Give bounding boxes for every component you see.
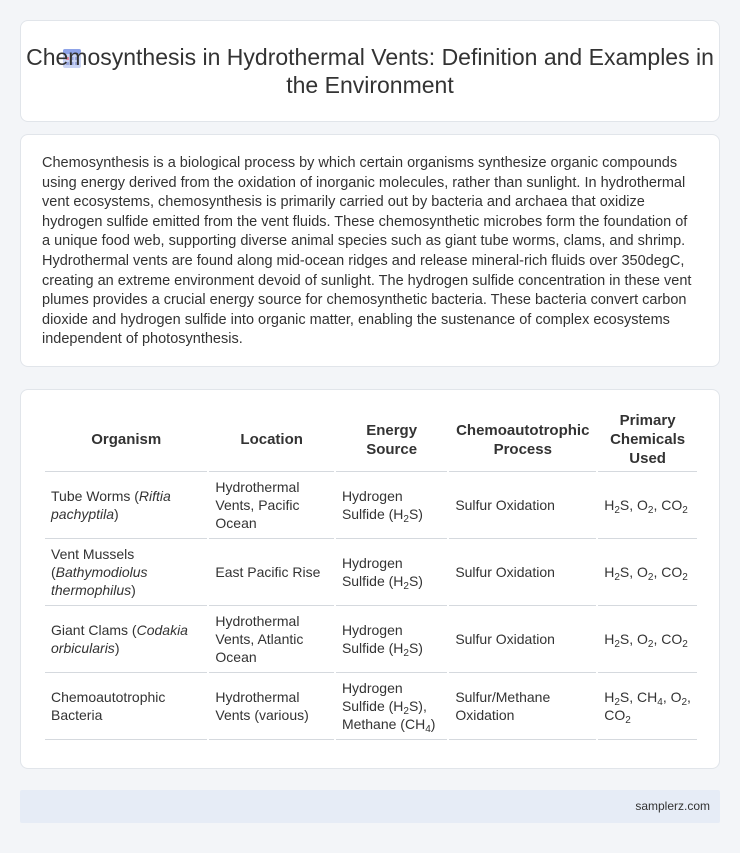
table-row [45, 472, 697, 539]
footer [20, 790, 720, 823]
cell-chemicals: $H_2S$, $O_2$, $CO_2$ [598, 606, 697, 673]
organism-name: Tube Worms [51, 488, 131, 504]
table-row [45, 539, 697, 606]
table-row [45, 673, 697, 740]
header-location: Location [209, 408, 334, 472]
cell-location: Hydrothermal Vents (various) [209, 673, 334, 740]
cell-organism: Tube Worms (Riftia pachyptila) [45, 472, 207, 539]
organism-name: Vent Mussels [51, 546, 135, 562]
cell-organism [45, 673, 207, 740]
cell-energy-source: Hydrogen Sulfide $(H_2S)$ [336, 472, 447, 539]
cell-process: Sulfur/Methane Oxidation [449, 673, 596, 740]
cell-chemicals: $H_2S$, $O_2$, $CO_2$ [598, 472, 697, 539]
organism-latin-name: Codakia orbicularis [51, 622, 188, 656]
footer-site: samplerz.com [635, 799, 710, 813]
cell-process: Sulfur Oxidation [449, 606, 596, 673]
header-process: Chemoautotrophic Process [449, 408, 596, 472]
cell-organism: Vent Mussels (Bathymodiolus thermophilus) [45, 539, 207, 606]
header-energy-source: Energy Source [336, 408, 447, 472]
cell-location: Hydrothermal Vents, Pacific Ocean [209, 472, 334, 539]
organism-latin-name: Bathymodiolus thermophilus [51, 564, 148, 598]
cell-energy-source: Hydrogen Sulfide $(H_2S)$ [336, 606, 447, 673]
table-body [45, 472, 697, 740]
page-title: Chemosynthesis in Hydrothermal Vents: Definition and Examples in the Environment [26, 44, 714, 98]
organism-name: Giant Clams [51, 622, 129, 638]
cell-location: East Pacific Rise [209, 539, 334, 606]
organism-name: Chemoautotrophic Bacteria [51, 689, 166, 723]
intro-card [20, 134, 720, 367]
intro-paragraph: Chemosynthesis is a biological process by which certain organisms synthesize organic compounds using energy derived from the oxidation of inorganic molecules, rather than sunlight. In hydrothermal vent ecosystems, chemosynthesis is primarily carried out by bacteria and archaea that oxidize hydrogen sulfide emitted from the vent fluids. These chemosynthetic microbes form the foundation of a unique food web, supporting diverse animal species such as giant tube worms, clams, and shrimp. Hydrothermal vents are found along mid-ocean ridges and release mineral-rich fluids over 350degC, creating an extreme environment devoid of sunlight. The hydrogen sulfide concentration in these vent plumes provides a crucial energy source for chemosynthetic bacteria. These bacteria convert carbon dioxide and hydrogen sulfide into organic matter, enabling the sustenance of complex ecosystems independent of photosynthesis. [42, 155, 692, 348]
cell-process: Sulfur Oxidation [449, 472, 596, 539]
table-header-row [45, 408, 697, 472]
cell-organism: Giant Clams (Codakia orbicularis) [45, 606, 207, 673]
table-card [20, 389, 720, 769]
cell-energy-source: Hydrogen Sulfide $(H_2S)$, Methane $(CH_4)$ [336, 673, 447, 740]
header-chemicals: Primary Chemicals Used [598, 408, 697, 472]
cell-energy-source: Hydrogen Sulfide $(H_2S)$ [336, 539, 447, 606]
chemosynthesis-table [43, 408, 699, 740]
cell-chemicals: $H_2S$, $CH_4$, $O_2$, $CO_2$ [598, 673, 697, 740]
organism-latin-name: Riftia pachyptila [51, 488, 171, 522]
title-card [20, 20, 720, 122]
cell-location: Hydrothermal Vents, Atlantic Ocean [209, 606, 334, 673]
header-organism: Organism [45, 408, 207, 472]
cell-process: Sulfur Oxidation [449, 539, 596, 606]
table-row [45, 606, 697, 673]
cell-chemicals: $H_2S$, $O_2$, $CO_2$ [598, 539, 697, 606]
